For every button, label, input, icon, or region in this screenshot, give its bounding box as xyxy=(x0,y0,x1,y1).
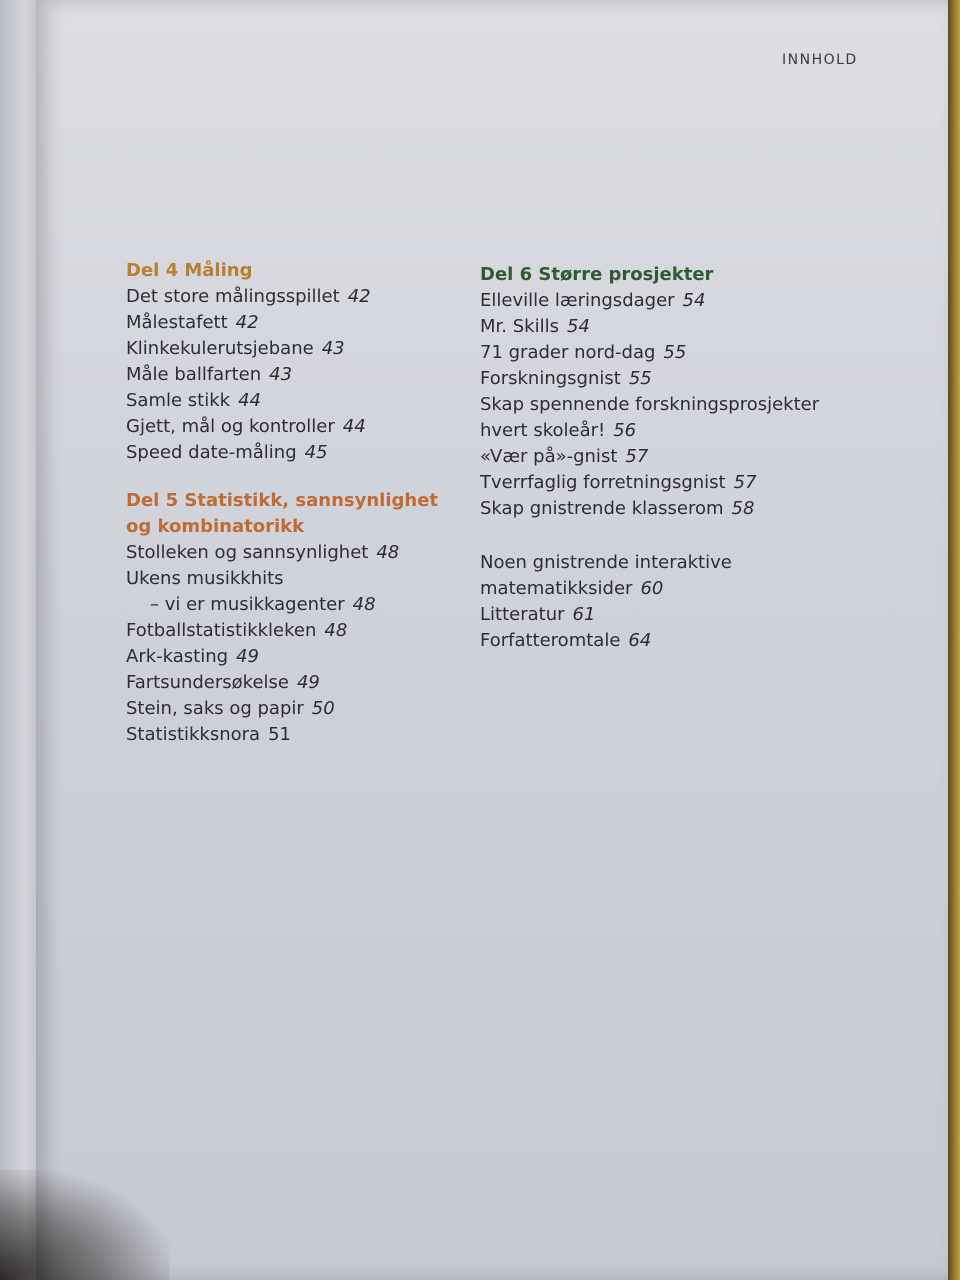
toc-entry xyxy=(480,314,810,340)
entry-page: 55 xyxy=(663,342,687,363)
entry-page: 48 xyxy=(324,620,348,641)
entry-page: 57 xyxy=(625,446,649,467)
toc-entry xyxy=(126,722,456,748)
entry-label: Fartsundersøkelse xyxy=(126,672,289,693)
entry-page: 54 xyxy=(566,316,590,337)
entry-label: Mr. Skills xyxy=(480,316,559,337)
toc-entry xyxy=(480,444,810,470)
entry-page: 56 xyxy=(613,420,637,441)
toc-entry xyxy=(126,362,456,388)
entry-label: Samle stikk xyxy=(126,390,231,411)
toc-right-column xyxy=(480,262,820,654)
toc-entry xyxy=(480,340,810,366)
toc-entry xyxy=(480,628,810,654)
entry-label: 71 grader nord-dag xyxy=(480,342,656,363)
entry-label: Litteratur xyxy=(480,604,565,625)
entry-label: Noen gnistrende interaktive xyxy=(480,552,732,573)
section-heading-del4: Del 4 Måling xyxy=(126,260,253,281)
toc-entry xyxy=(126,440,456,466)
toc-entry-continued xyxy=(480,576,810,602)
entry-page: 49 xyxy=(236,646,259,667)
entry-page: 58 xyxy=(731,498,755,519)
entry-label: Ukens musikkhits xyxy=(126,568,284,589)
toc-entry xyxy=(126,388,456,414)
entry-label: – vi er musikkagenter xyxy=(150,594,345,615)
entry-label: Det store målingsspillet xyxy=(126,286,340,307)
toc-entry xyxy=(480,496,810,522)
entry-label: Ark-kasting xyxy=(126,646,229,667)
toc-left-column xyxy=(126,258,456,748)
entry-page: 44 xyxy=(238,390,261,411)
entry-label: Klinkekulerutsjebane xyxy=(126,338,314,359)
toc-entry xyxy=(480,470,810,496)
toc-entry xyxy=(480,392,820,418)
toc-entry xyxy=(126,618,456,644)
entry-page: 43 xyxy=(269,364,293,385)
entry-page: 54 xyxy=(682,290,706,311)
entry-page: 48 xyxy=(376,542,400,563)
toc-entry xyxy=(126,696,456,722)
toc-entry xyxy=(480,288,810,314)
entry-page: 55 xyxy=(628,368,652,389)
entry-page: 64 xyxy=(628,630,652,651)
entry-page: 61 xyxy=(572,604,596,625)
toc-entry xyxy=(126,566,456,592)
entry-page: 45 xyxy=(304,442,328,463)
entry-label: matematikksider xyxy=(480,578,633,599)
entry-label: Fotballstatistikkleken xyxy=(126,620,317,641)
toc-entry-continued xyxy=(480,418,810,444)
entry-label: Statistikksnora xyxy=(126,724,261,745)
toc-entry xyxy=(126,336,456,362)
toc-entry xyxy=(126,644,456,670)
entry-page: 49 xyxy=(296,672,320,693)
toc-entry xyxy=(126,284,456,310)
toc-entry-continued xyxy=(126,592,456,618)
toc-entry xyxy=(126,540,456,566)
toc-entry xyxy=(126,670,456,696)
entry-label: Forskningsgnist xyxy=(480,368,621,389)
entry-page: 42 xyxy=(347,286,371,307)
entry-label: Måle ballfarten xyxy=(126,364,262,385)
toc-entry xyxy=(480,550,810,576)
toc-entry xyxy=(480,366,810,392)
entry-page: 42 xyxy=(235,312,259,333)
entry-page: 60 xyxy=(640,578,664,599)
entry-page: 43 xyxy=(321,338,345,359)
entry-label: Gjett, mål og kontroller xyxy=(126,416,335,437)
background-edge xyxy=(948,0,960,1280)
entry-label: Skap gnistrende klasserom xyxy=(480,498,724,519)
section-heading-del5-line2: og kombinatorikk xyxy=(126,516,305,537)
entry-label: Forfatteromtale xyxy=(480,630,621,651)
entry-page: 50 xyxy=(311,698,335,719)
section-gap xyxy=(126,466,456,488)
running-header: INNHOLD xyxy=(782,52,858,68)
entry-page: 48 xyxy=(352,594,376,615)
entry-label: Speed date-måling xyxy=(126,442,297,463)
entry-label: Skap spennende forskningsprosjekter xyxy=(480,394,820,415)
toc-entry xyxy=(126,310,456,336)
entry-page: 51 xyxy=(268,724,291,745)
previous-page-edge xyxy=(0,0,36,1280)
entry-label: Tverrfaglig forretningsgnist xyxy=(480,472,726,493)
entry-label: Elleville læringsdager xyxy=(480,290,675,311)
entry-label: «Vær på»-gnist xyxy=(480,446,618,467)
entry-page: 57 xyxy=(733,472,757,493)
section-gap xyxy=(480,522,810,550)
entry-label: Stein, saks og papir xyxy=(126,698,304,719)
section-heading-del5-line1: Del 5 Statistikk, sannsynlighet xyxy=(126,490,439,511)
entry-label: Stolleken og sannsynlighet xyxy=(126,542,369,563)
toc-entry xyxy=(126,414,456,440)
entry-label: hvert skoleår! xyxy=(480,420,606,441)
entry-page: 44 xyxy=(342,416,366,437)
section-heading-del6: Del 6 Større prosjekter xyxy=(480,264,714,285)
toc-entry xyxy=(480,602,810,628)
finger-shadow xyxy=(0,1170,170,1280)
entry-label: Målestafett xyxy=(126,312,228,333)
